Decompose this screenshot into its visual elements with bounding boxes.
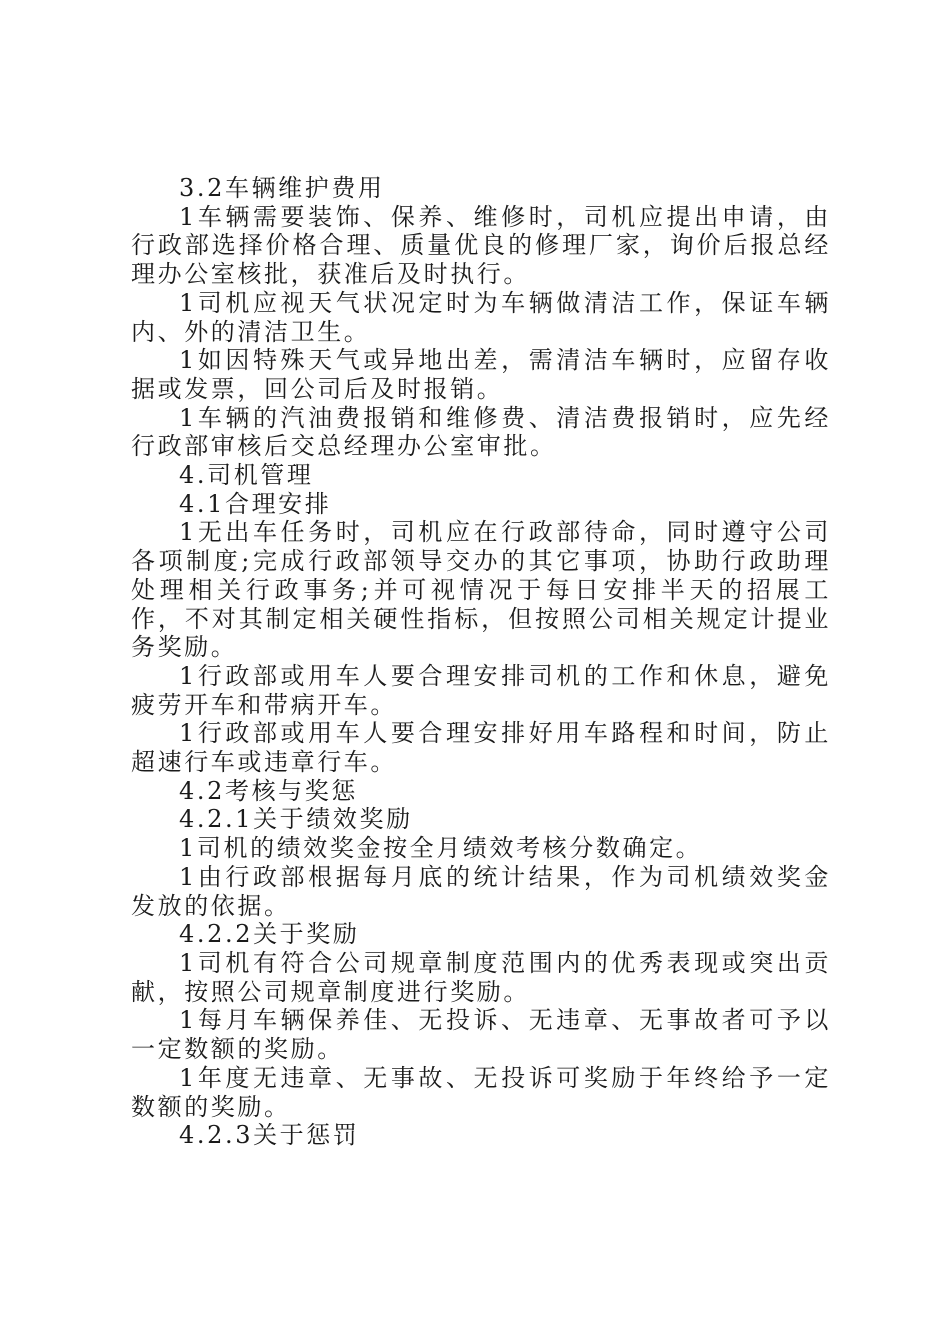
section-heading: 3.2车辆维护费用 (179, 174, 385, 202)
section-heading: 4.2考核与奖惩 (179, 776, 358, 805)
paragraph: 1车辆需要装饰、保养、维修时，司机应提出申请，由行政部选择价格合理、质量优良的修理厂家，询价后报总经理办公室核批，获准后及时执行。 (131, 202, 831, 289)
document-body (131, 174, 831, 1150)
section-heading: 4.司机管理 (179, 461, 314, 490)
section-heading: 4.2.1关于绩效奖励 (179, 805, 413, 834)
section-heading: 4.2.3关于惩罚 (179, 1121, 360, 1150)
paragraph: 1无出车任务时，司机应在行政部待命，同时遵守公司各项制度;完成行政部领导交办的其它事项，协助行政助理处理相关行政事务;并可视情况于每日安排半天的招展工作，不对其制定相关硬性指标，但按照公司相关规定计提业务奖励。 (131, 518, 831, 662)
paragraph: 1司机有符合公司规章制度范围内的优秀表现或突出贡献，按照公司规章制度进行奖励。 (131, 948, 831, 1006)
paragraph: 1司机的绩效奖金按全月绩效考核分数确定。 (179, 834, 703, 863)
section-heading: 4.2.2关于奖励 (179, 920, 360, 949)
section-heading: 4.1合理安排 (179, 489, 332, 518)
paragraph: 1行政部或用车人要合理安排好用车路程和时间，防止超速行车或违章行车。 (131, 719, 831, 777)
paragraph: 1由行政部根据每月底的统计结果，作为司机绩效奖金发放的依据。 (131, 862, 831, 920)
paragraph: 1年度无违章、无事故、无投诉可奖励于年终给予一定数额的奖励。 (131, 1063, 831, 1121)
paragraph: 1司机应视天气状况定时为车辆做清洁工作，保证车辆内、外的清洁卫生。 (131, 288, 831, 346)
paragraph: 1行政部或用车人要合理安排司机的工作和休息，避免疲劳开车和带病开车。 (131, 661, 831, 719)
paragraph: 1车辆的汽油费报销和维修费、清洁费报销时，应先经行政部审核后交总经理办公室审批。 (131, 403, 831, 461)
paragraph: 1如因特殊天气或异地出差，需清洁车辆时，应留存收据或发票，回公司后及时报销。 (131, 346, 831, 403)
paragraph: 1每月车辆保养佳、无投诉、无违章、无事故者可予以一定数额的奖励。 (131, 1006, 831, 1064)
